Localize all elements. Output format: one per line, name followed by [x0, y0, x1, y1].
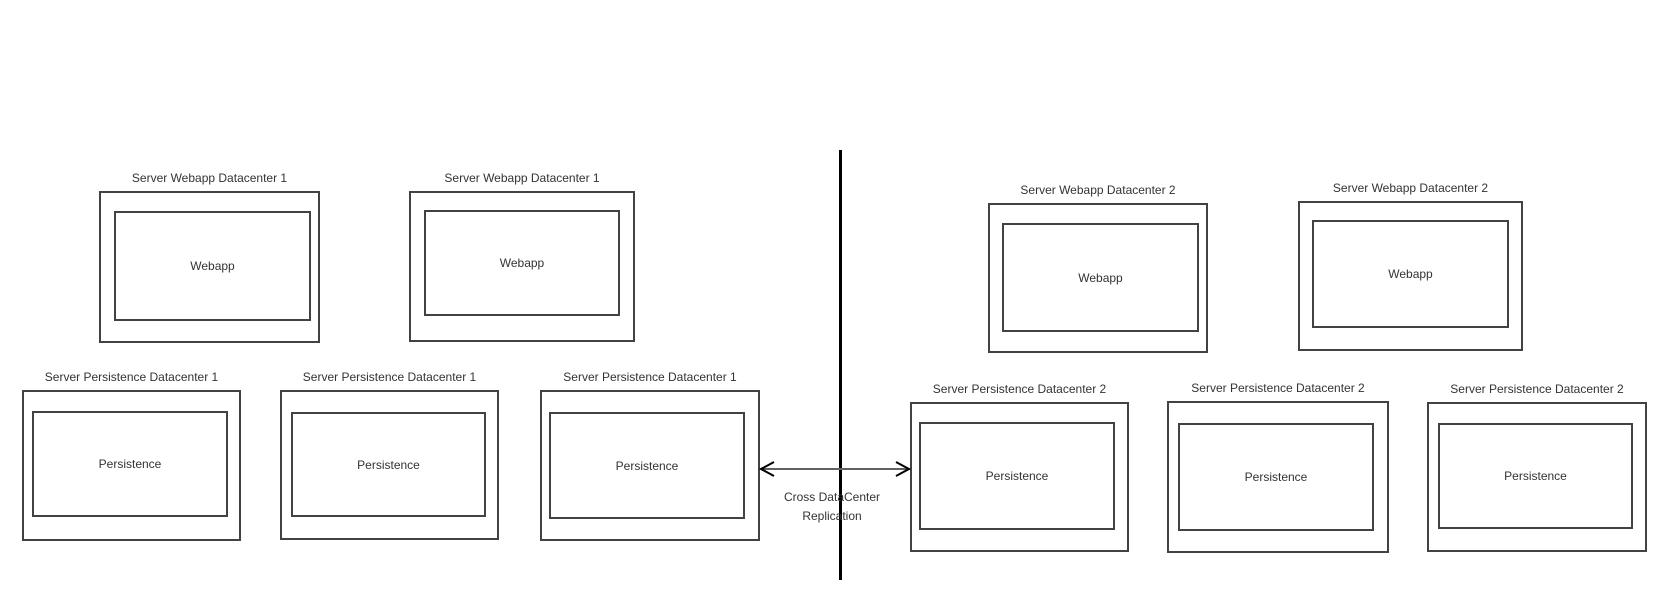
component-box-persistence	[291, 412, 486, 517]
server-title: Server Webapp Datacenter 1	[444, 171, 600, 185]
component-box-persistence	[1178, 423, 1374, 531]
component-label: Webapp	[499, 256, 545, 270]
server-persistence-dc2-1	[910, 382, 1129, 552]
component-label: Webapp	[1078, 270, 1123, 285]
server-title: Server Webapp Datacenter 1	[131, 171, 288, 185]
replication-arrow	[755, 455, 915, 485]
component-box-webapp	[1002, 223, 1199, 332]
component-label: Persistence	[1504, 469, 1567, 483]
component-label: Persistence	[985, 469, 1049, 483]
server-title: Server Persistence Datacenter 1	[44, 370, 219, 384]
server-title: Server Webapp Datacenter 2	[1020, 183, 1176, 197]
server-title: Server Persistence Datacenter 2	[1450, 382, 1624, 396]
component-box-webapp	[424, 210, 620, 316]
component-box-persistence	[549, 412, 745, 519]
component-label: Webapp	[190, 259, 235, 273]
server-webapp-dc1-2	[409, 171, 635, 342]
component-box-persistence	[32, 411, 228, 517]
component-label: Persistence	[615, 458, 679, 473]
server-persistence-dc2-3	[1427, 382, 1647, 552]
server-webapp-dc2-1	[988, 183, 1208, 353]
server-webapp-dc2-2	[1298, 181, 1523, 351]
component-box-webapp	[1312, 220, 1509, 328]
component-box-webapp	[114, 211, 311, 321]
replication-arrow-label	[752, 488, 912, 526]
component-box-persistence	[919, 422, 1115, 530]
component-label: Persistence	[98, 457, 162, 471]
server-title: Server Persistence Datacenter 1	[302, 370, 477, 384]
replication-label-line2: Replication	[802, 509, 862, 523]
component-label: Webapp	[1388, 267, 1433, 281]
server-title: Server Persistence Datacenter 1	[563, 370, 737, 384]
server-persistence-dc1-3	[540, 370, 760, 541]
server-webapp-dc1-1	[99, 171, 320, 343]
component-label: Persistence	[1244, 470, 1308, 484]
server-title: Server Persistence Datacenter 2	[1191, 381, 1365, 395]
server-title: Server Persistence Datacenter 2	[932, 382, 1107, 396]
component-label: Persistence	[357, 457, 420, 472]
server-persistence-dc1-2	[280, 370, 499, 540]
component-box-persistence	[1438, 423, 1633, 529]
replication-label-line1: Cross DataCenter	[783, 490, 881, 504]
server-persistence-dc2-2	[1167, 381, 1389, 553]
server-title: Server Webapp Datacenter 2	[1332, 181, 1489, 195]
server-persistence-dc1-1	[22, 370, 241, 541]
